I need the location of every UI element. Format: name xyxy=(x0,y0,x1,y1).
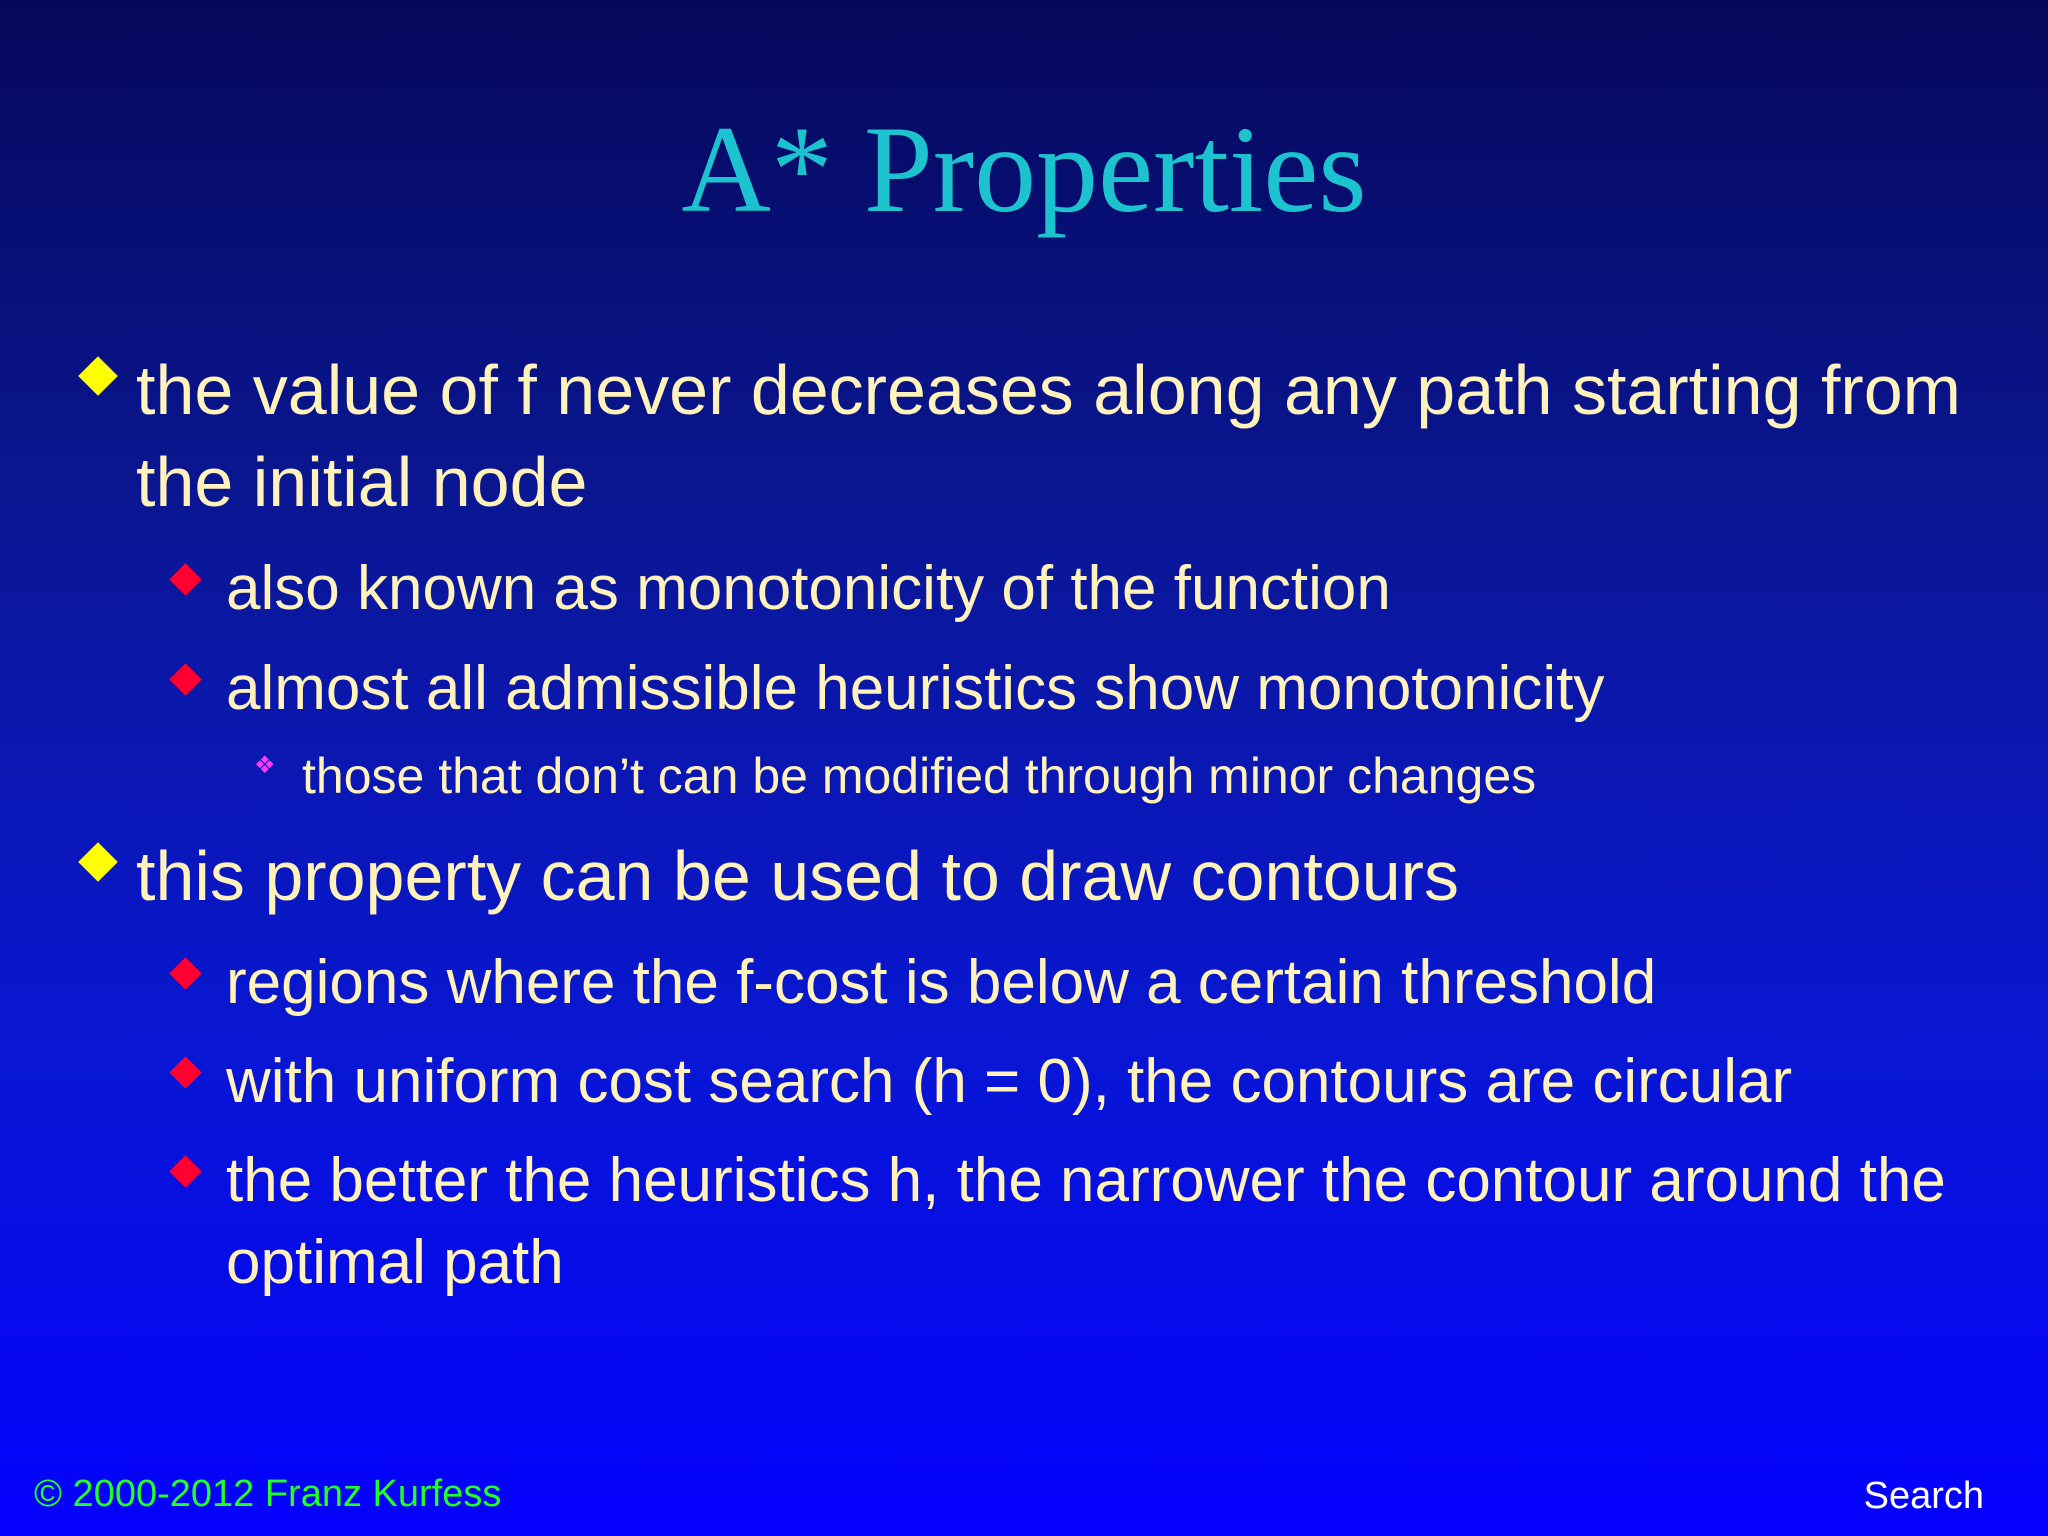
yellow-diamond-bullet-icon xyxy=(80,830,136,922)
bullet-level-2 xyxy=(168,1041,2028,1123)
bullet-level-1 xyxy=(80,344,1980,528)
red-diamond-bullet-icon xyxy=(168,942,226,1024)
bullet-level-2 xyxy=(168,1140,2028,1304)
bullet-text: regions where the f-cost is below a certain threshold xyxy=(226,948,1657,1017)
bullet-text: with uniform cost search (h = 0), the contours are circular xyxy=(226,1047,1793,1116)
bullet-text: the value of f never decreases along any path starting from the initial node xyxy=(136,351,1961,521)
bullet-text: this property can be used to draw contours xyxy=(136,837,1459,915)
bullet-level-2 xyxy=(168,942,2028,1024)
slide-title: A* Properties xyxy=(681,101,1367,238)
bullet-level-2 xyxy=(168,648,2028,730)
bullet-text: almost all admissible heuristics show monotonicity xyxy=(226,654,1605,723)
bullet-level-1 xyxy=(80,830,1980,922)
bullet-text: the better the heuristics h, the narrower the contour around the optimal path xyxy=(226,1146,1946,1297)
bullet-text: also known as monotonicity of the function xyxy=(226,554,1391,623)
bullet-level-2 xyxy=(168,548,2028,630)
red-diamond-bullet-icon xyxy=(168,548,226,630)
red-diamond-bullet-icon xyxy=(168,648,226,730)
red-diamond-bullet-icon xyxy=(168,1041,226,1123)
topic-footer: Search xyxy=(1863,1475,1984,1517)
yellow-diamond-bullet-icon xyxy=(80,344,136,436)
red-diamond-bullet-icon xyxy=(168,1140,226,1222)
bullet-level-3 xyxy=(252,744,2012,808)
bullet-text: those that don’t can be modified through minor changes xyxy=(302,748,1537,804)
magenta-four-diamond-bullet-icon xyxy=(252,744,302,808)
copyright-footer: © 2000-2012 Franz Kurfess xyxy=(34,1473,502,1515)
